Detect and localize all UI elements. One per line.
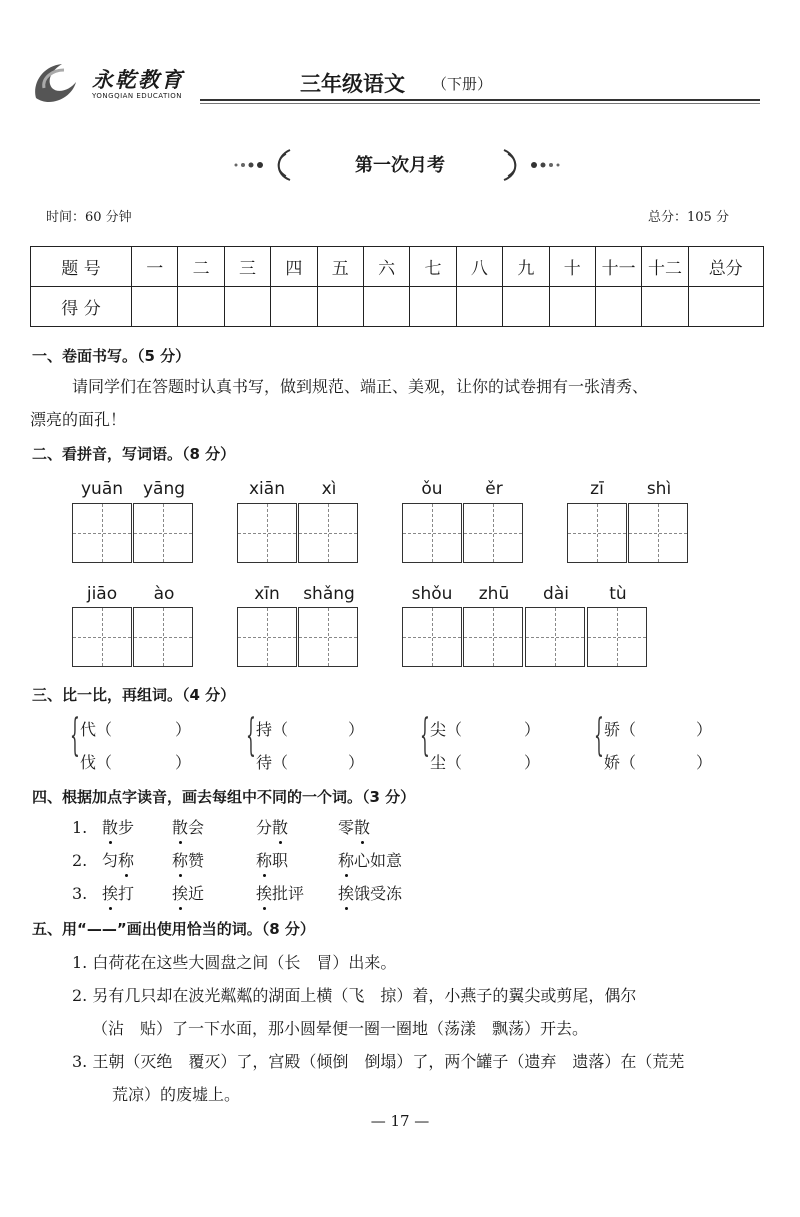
- pinyin-label: shì: [646, 479, 672, 499]
- word-rest: 打: [118, 884, 135, 903]
- table-cell: 四: [271, 247, 317, 287]
- section-1-text: 漂亮的面孔！: [30, 410, 127, 429]
- brace-icon: {: [70, 710, 80, 761]
- logo-swirl-icon: [30, 58, 80, 106]
- word-rest: 饿受冻: [354, 884, 403, 903]
- brace-icon: {: [594, 710, 604, 761]
- writing-box[interactable]: [628, 503, 688, 563]
- word-option[interactable]: [256, 851, 288, 871]
- writing-box[interactable]: [72, 607, 132, 667]
- pinyin-label: shǒu: [411, 584, 453, 604]
- writing-box[interactable]: [237, 607, 297, 667]
- dotted-char: 散: [272, 818, 289, 837]
- ornament-left-icon: [232, 148, 294, 182]
- pinyin-label: ǒu: [421, 479, 443, 499]
- table-cell: 题 号: [31, 247, 132, 287]
- pinyin-label: yuān: [80, 479, 124, 499]
- table-cell: 八: [456, 247, 502, 287]
- score-input-cell[interactable]: [271, 287, 317, 327]
- pinyin-label: zhū: [478, 584, 510, 604]
- compare-char: 伐（: [80, 753, 113, 772]
- question-line: 荒凉）的废墟上。: [112, 1085, 241, 1104]
- paren-close: ）: [524, 720, 541, 739]
- section-3-title: 三、比一比，再组词。（4 分）: [32, 686, 236, 704]
- writing-box[interactable]: [567, 503, 627, 563]
- table-row: [31, 287, 764, 327]
- dotted-char: 散: [354, 818, 371, 837]
- writing-box[interactable]: [463, 503, 523, 563]
- question-line: （沾 贴）了一下水面，那小圆晕便一圈一圈地（荡漾 飘荡）开去。: [92, 1019, 589, 1038]
- question-line: 1. 白荷花在这些大圆盘之间（长 冒）出来。: [72, 953, 397, 972]
- compare-char: 持（: [256, 720, 289, 739]
- pinyin-label: ào: [153, 584, 175, 604]
- pinyin-label: tù: [609, 584, 627, 604]
- compare-char: 待（: [256, 753, 289, 772]
- writing-box[interactable]: [72, 503, 132, 563]
- section-4-title: 四、根据加点字读音，画去每组中不同的一个词。（3 分）: [32, 788, 416, 806]
- section-1-text: 请同学们在答题时认真书写，做到规范、端正、美观，让你的试卷拥有一张清秀、: [72, 377, 649, 396]
- word-option[interactable]: [102, 818, 134, 838]
- pinyin-label: zī: [590, 479, 604, 499]
- table-row: [31, 247, 764, 287]
- pinyin-label: yāng: [142, 479, 186, 499]
- exam-total-score: 总分：105 分: [648, 210, 729, 225]
- paren-close: ）: [175, 753, 192, 772]
- word-option[interactable]: [102, 884, 134, 904]
- paren-close: ）: [348, 753, 365, 772]
- header-rule: [200, 99, 760, 101]
- dotted-char: 挨: [256, 884, 273, 903]
- word-option[interactable]: [172, 851, 204, 871]
- book-title: 三年级语文: [300, 72, 405, 96]
- word-option[interactable]: [102, 851, 134, 871]
- score-input-cell[interactable]: [688, 287, 763, 327]
- table-cell: 总分: [688, 247, 763, 287]
- brand-name-english: YONGQIAN EDUCATION: [92, 92, 183, 100]
- word-rest: 近: [188, 884, 205, 903]
- pinyin-label: xì: [321, 479, 337, 499]
- compare-char: 代（: [80, 720, 113, 739]
- score-input-cell[interactable]: [224, 287, 270, 327]
- pinyin-label: dài: [543, 584, 569, 604]
- table-cell: 十一: [595, 247, 641, 287]
- dotted-char: 称: [172, 851, 189, 870]
- table-cell: 得 分: [31, 287, 132, 327]
- dotted-char: 散: [102, 818, 119, 837]
- word-rest: 心如意: [354, 851, 403, 870]
- dotted-char: 散: [172, 818, 189, 837]
- dotted-char: 称: [118, 851, 135, 870]
- pinyin-label: jiāo: [86, 584, 118, 604]
- brace-icon: {: [246, 710, 256, 761]
- writing-box[interactable]: [133, 607, 193, 667]
- brand-name: 永乾教育: [92, 67, 184, 92]
- score-input-cell[interactable]: [642, 287, 688, 327]
- paren-close: ）: [696, 720, 713, 739]
- score-input-cell[interactable]: [456, 287, 502, 327]
- pinyin-label: ěr: [485, 479, 503, 499]
- dotted-char: 零: [338, 818, 355, 837]
- word-rest: 赞: [188, 851, 205, 870]
- score-input-cell[interactable]: [503, 287, 549, 327]
- dotted-char: 挨: [338, 884, 355, 903]
- word-rest: 步: [118, 818, 135, 837]
- compare-char: 骄（: [604, 720, 637, 739]
- paren-close: ）: [348, 720, 365, 739]
- question-line: 3. 王朝（灭绝 覆灭）了，宫殿（倾倒 倒塌）了，两个罐子（遗弃 遗落）在（荒芜: [72, 1052, 685, 1071]
- word-option[interactable]: [256, 818, 288, 838]
- word-rest: 职: [272, 851, 289, 870]
- table-cell: 十二: [642, 247, 688, 287]
- writing-box[interactable]: [463, 607, 523, 667]
- score-input-cell[interactable]: [178, 287, 224, 327]
- table-cell: 六: [363, 247, 409, 287]
- item-number: 3.: [72, 884, 88, 903]
- table-cell: 九: [503, 247, 549, 287]
- word-rest: 批评: [272, 884, 305, 903]
- dotted-char: 匀: [102, 851, 119, 870]
- writing-box[interactable]: [525, 607, 585, 667]
- item-number: 1.: [72, 818, 88, 837]
- score-input-cell[interactable]: [132, 287, 178, 327]
- pinyin-label: xīn: [254, 584, 280, 604]
- dotted-char: 分: [256, 818, 273, 837]
- writing-box[interactable]: [402, 503, 462, 563]
- score-input-cell[interactable]: [549, 287, 595, 327]
- word-rest: 会: [188, 818, 205, 837]
- score-input-cell[interactable]: [317, 287, 363, 327]
- question-line: 2. 另有几只却在波光粼粼的湖面上横（飞 掠）着，小燕子的翼尖或剪尾，偶尔: [72, 986, 637, 1005]
- brace-icon: {: [420, 710, 430, 761]
- table-cell: 二: [178, 247, 224, 287]
- table-cell: 十: [549, 247, 595, 287]
- paren-close: ）: [524, 753, 541, 772]
- word-option[interactable]: [338, 851, 402, 871]
- table-cell: 三: [224, 247, 270, 287]
- pinyin-label: xiān: [249, 479, 285, 499]
- header-rule-thin: [200, 103, 760, 104]
- paren-close: ）: [696, 753, 713, 772]
- table-cell: 七: [410, 247, 456, 287]
- section-2-title: 二、看拼音，写词语。（8 分）: [32, 445, 236, 463]
- ornament-right-icon: [500, 148, 562, 182]
- exam-title: 第一次月考: [355, 155, 445, 176]
- writing-box[interactable]: [298, 607, 358, 667]
- dotted-char: 称: [256, 851, 273, 870]
- writing-box[interactable]: [237, 503, 297, 563]
- section-1-title: 一、卷面书写。（5 分）: [32, 347, 191, 365]
- compare-char: 娇（: [604, 753, 637, 772]
- word-option[interactable]: [172, 884, 204, 904]
- compare-char: 尘（: [430, 753, 463, 772]
- table-cell: 五: [317, 247, 363, 287]
- score-input-cell[interactable]: [595, 287, 641, 327]
- paren-close: ）: [175, 720, 192, 739]
- writing-box[interactable]: [298, 503, 358, 563]
- word-option[interactable]: [172, 818, 204, 838]
- pinyin-label: shǎng: [303, 584, 355, 604]
- section-5-title: 五、用“——”画出使用恰当的词。（8 分）: [32, 920, 315, 938]
- score-input-cell[interactable]: [410, 287, 456, 327]
- item-number: 2.: [72, 851, 88, 870]
- exam-time: 时间：60 分钟: [46, 210, 132, 225]
- dotted-char: 挨: [102, 884, 119, 903]
- word-option[interactable]: [338, 818, 370, 838]
- table-cell: 一: [132, 247, 178, 287]
- dotted-char: 称: [338, 851, 355, 870]
- word-option[interactable]: [256, 884, 304, 904]
- writing-box[interactable]: [587, 607, 647, 667]
- score-table: [30, 246, 764, 327]
- score-input-cell[interactable]: [363, 287, 409, 327]
- word-option[interactable]: [338, 884, 402, 904]
- writing-box[interactable]: [133, 503, 193, 563]
- writing-box[interactable]: [402, 607, 462, 667]
- dotted-char: 挨: [172, 884, 189, 903]
- page-number: — 17 —: [370, 1112, 430, 1130]
- book-volume: （下册）: [432, 75, 493, 93]
- compare-char: 尖（: [430, 720, 463, 739]
